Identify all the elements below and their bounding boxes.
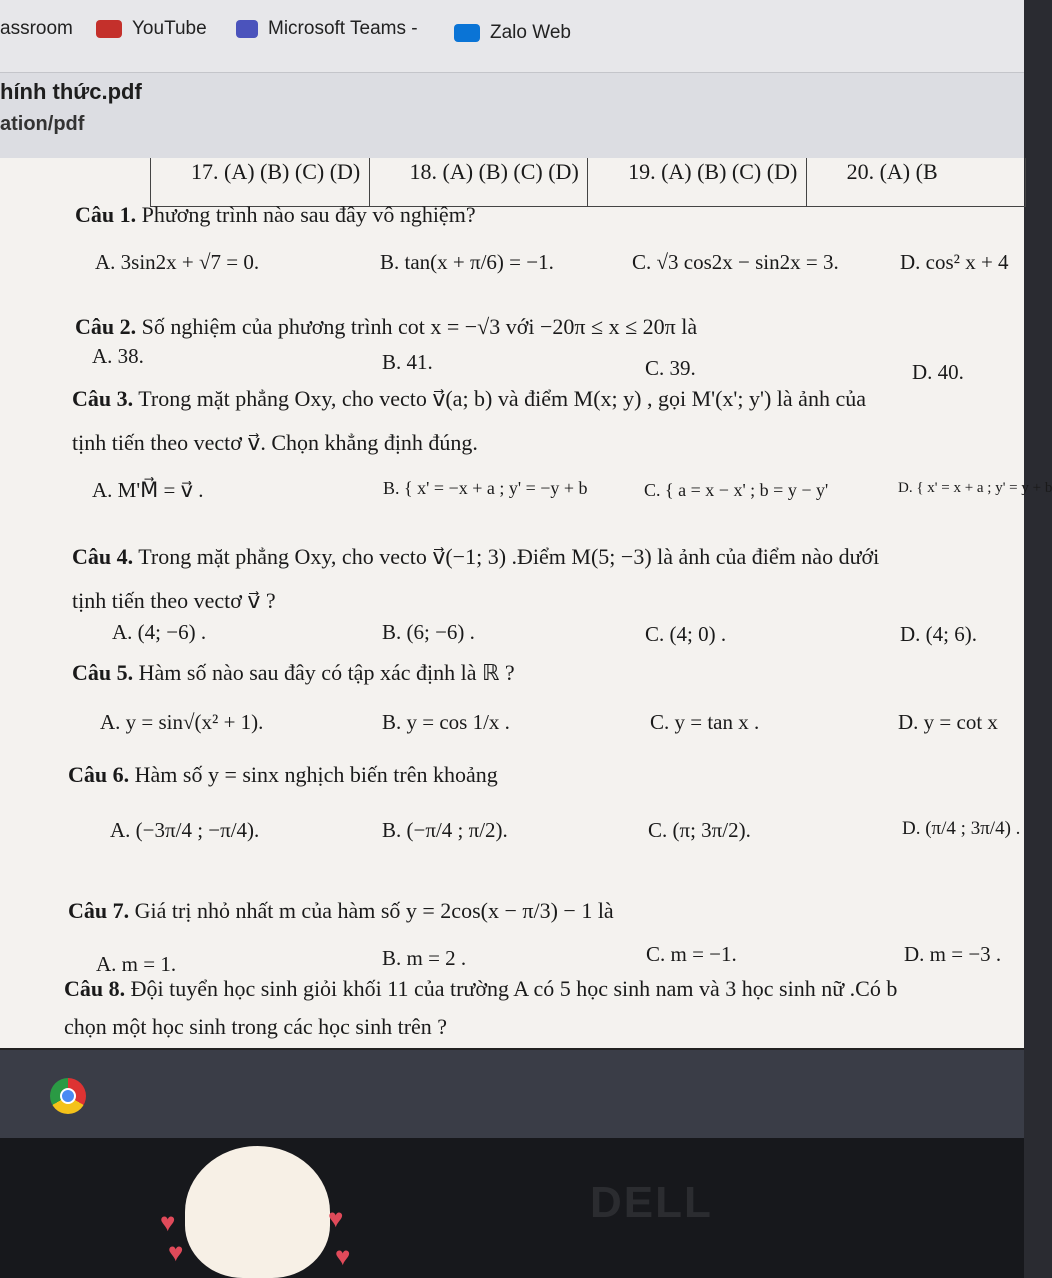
bookmark-label: Microsoft Teams - — [268, 18, 418, 39]
question-number: Câu 7. — [68, 898, 130, 923]
option-c: C. y = tan x . — [650, 710, 760, 734]
option-b: B. y = cos 1/x . — [382, 710, 510, 734]
option-d: D. (π/4 ; 3π/4) . — [902, 818, 1021, 839]
option-c: C. √3 cos2x − sin2x = 3. — [632, 250, 839, 274]
bookmark-youtube[interactable] — [96, 18, 207, 40]
option-c: C. (4; 0) . — [645, 622, 727, 646]
question-number: Câu 3. — [72, 386, 134, 411]
question-number: Câu 5. — [72, 660, 134, 685]
question-text: Phương trình nào sau đây vô nghiệm? — [136, 202, 476, 227]
bookmark-label: YouTube — [132, 18, 207, 39]
question-8 — [64, 976, 897, 1002]
option-c: C. (π; 3π/2). — [648, 818, 751, 842]
option-b: B. (−π/4 ; π/2). — [382, 818, 508, 842]
question-6 — [68, 762, 498, 788]
bookmark-classroom[interactable] — [0, 18, 73, 40]
option-c: C. m = −1. — [646, 942, 737, 966]
question-3 — [72, 386, 866, 412]
question-text: Đội tuyển học sinh giỏi khối 11 của trường A có 5 học sinh nam và 3 học sinh nữ .Có b — [125, 976, 898, 1001]
question-3-line2: tịnh tiến theo vectơ v⃗. Chọn khẳng định đúng. — [72, 430, 478, 455]
question-8-line2: chọn một học sinh trong các học sinh trên ? — [64, 1014, 448, 1039]
option-a: A. 38. — [92, 344, 144, 368]
zalo-icon — [454, 24, 480, 42]
question-4 — [72, 544, 879, 570]
question-text: Số nghiệm của phương trình cot x = −√3 với −20π ≤ x ≤ 20π là — [136, 314, 698, 339]
option-a: A. (4; −6) . — [112, 620, 207, 644]
option-a: A. M'M⃗ = v⃗ . — [92, 478, 204, 502]
heart-icon: ♥ — [168, 1238, 184, 1267]
answer-cell: 18. (A) (B) (C) (D) — [370, 158, 589, 206]
question-number: Câu 2. — [75, 314, 137, 339]
heart-icon: ♥ — [160, 1208, 176, 1237]
option-d: D. cos² x + 4 — [900, 250, 1009, 274]
question-text: Giá trị nhỏ nhất m của hàm số y = 2cos(x − π/3) − 1 là — [129, 898, 614, 923]
option-a: A. (−3π/4 ; −π/4). — [110, 818, 260, 842]
bookmark-teams[interactable] — [236, 18, 418, 40]
taskbar — [0, 1048, 1024, 1140]
option-b: B. 41. — [382, 350, 433, 374]
question-number: Câu 1. — [75, 202, 137, 227]
bookmark-zalo[interactable] — [454, 22, 571, 44]
option-d: D. (4; 6). — [900, 622, 977, 646]
question-4-line2: tịnh tiến theo vectơ v⃗ ? — [72, 588, 276, 613]
pdf-title-area — [0, 72, 1024, 159]
chrome-icon[interactable] — [50, 1078, 86, 1114]
option-b: B. m = 2 . — [382, 946, 467, 970]
sticker-image — [185, 1146, 330, 1278]
question-1 — [75, 202, 476, 228]
bookmark-label: Zalo Web — [490, 22, 571, 43]
question-text: Hàm số y = sinx nghịch biến trên khoảng — [129, 762, 498, 787]
heart-icon: ♥ — [335, 1242, 351, 1271]
question-7 — [68, 898, 614, 924]
question-5 — [72, 660, 515, 686]
answer-cell: 19. (A) (B) (C) (D) — [588, 158, 807, 206]
option-a: A. y = sin√(x² + 1). — [100, 710, 264, 734]
option-b: B. { x' = −x + a ; y' = −y + b — [383, 478, 588, 498]
option-b: B. (6; −6) . — [382, 620, 475, 644]
question-number: Câu 6. — [68, 762, 130, 787]
option-a: A. 3sin2x + √7 = 0. — [95, 250, 260, 274]
option-c: C. { a = x − x' ; b = y − y' — [644, 480, 829, 500]
bookmarks-bar — [0, 0, 1024, 72]
option-d: D. y = cot x — [898, 710, 998, 734]
document-title: hính thức.pdf — [0, 79, 142, 104]
laptop-bezel — [0, 1138, 1024, 1278]
option-d: D. m = −3 . — [904, 942, 1002, 966]
question-text: Hàm số nào sau đây có tập xác định là ℝ ? — [133, 660, 515, 685]
teams-icon — [236, 20, 258, 38]
youtube-icon — [96, 20, 122, 38]
question-number: Câu 4. — [72, 544, 134, 569]
option-d: D. { x' = x + a ; y' = y + b — [898, 480, 1052, 496]
question-text: Trong mặt phẳng Oxy, cho vecto v⃗(−1; 3) .Điểm M(5; −3) là ảnh của điểm nào dưới — [133, 544, 880, 569]
option-a: A. m = 1. — [96, 952, 177, 976]
question-text: Trong mặt phẳng Oxy, cho vecto v⃗(a; b) và điểm M(x; y) , gọi M'(x'; y') là ảnh của — [133, 386, 866, 411]
question-number: Câu 8. — [64, 976, 126, 1001]
question-2 — [75, 314, 697, 340]
bookmark-label: assroom — [0, 18, 73, 39]
option-d: D. 40. — [912, 360, 964, 384]
heart-icon: ♥ — [328, 1204, 344, 1233]
option-c: C. 39. — [645, 356, 696, 380]
answer-cell: 17. (A) (B) (C) (D) — [151, 158, 370, 206]
pdf-page — [0, 158, 1052, 1048]
answer-sheet-row — [150, 158, 1026, 207]
option-b: B. tan(x + π/6) = −1. — [380, 250, 554, 274]
document-type: ation/pdf — [0, 113, 85, 135]
answer-cell: 20. (A) (B — [846, 159, 938, 184]
dell-logo: DELL — [590, 1178, 713, 1227]
